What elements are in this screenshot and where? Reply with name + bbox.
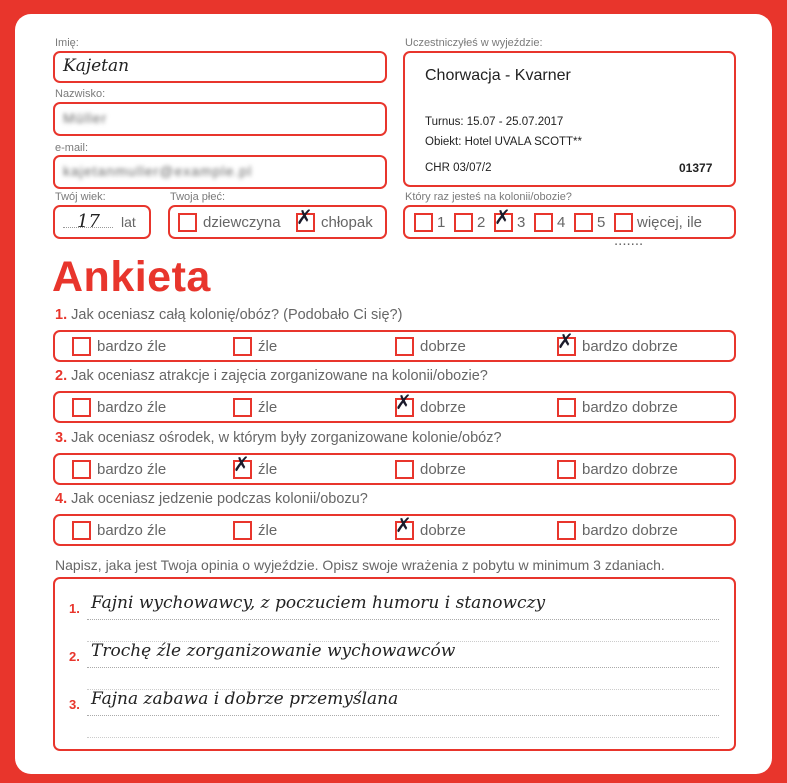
option-1[interactable]: [72, 337, 166, 356]
checkbox[interactable]: [395, 390, 414, 417]
plec-option-dziewczyna[interactable]: dziewczyna: [178, 213, 281, 232]
question-text: Jak oceniasz ośrodek, w którym były zorganizowane kolonie/obóz?: [71, 430, 502, 446]
checkbox[interactable]: [395, 460, 414, 479]
checkbox[interactable]: [614, 213, 633, 232]
question-number: 2.: [55, 368, 68, 384]
line-number: 2.: [69, 649, 80, 664]
line-text: Trochę źle zorganizowanie wychowawców: [91, 641, 456, 661]
times-option-more[interactable]: więcej, ile .......: [614, 214, 703, 250]
question-number: 1.: [55, 307, 68, 323]
option-label: źle: [258, 399, 278, 416]
option-4[interactable]: [557, 398, 678, 417]
dotted-line: [87, 667, 719, 668]
option-label: bardzo źle: [97, 522, 167, 539]
option-label: źle: [258, 461, 278, 478]
trip-number: 01377: [679, 161, 713, 175]
option-4[interactable]: [557, 521, 678, 540]
question-1-options: [53, 330, 736, 362]
survey-title: Ankieta: [52, 253, 211, 301]
check-mark: ✗: [296, 205, 313, 229]
question-2: [55, 368, 488, 384]
check-mark: ✗: [557, 329, 574, 353]
option-label: dobrze: [420, 399, 466, 416]
times-field: [403, 205, 736, 250]
trip-turnus: Turnus: 15.07 - 25.07.2017: [425, 116, 564, 128]
trip-destination: Chorwacja - Kvarner: [425, 67, 571, 84]
trip-obiekt: Obiekt: Hotel UVALA SCOTT**: [425, 136, 583, 148]
checkbox[interactable]: [557, 329, 576, 356]
plec-field: [168, 205, 387, 239]
option-label: dobrze: [420, 338, 466, 355]
checkbox[interactable]: [454, 213, 473, 232]
trip-box: [403, 51, 736, 187]
question-4: [55, 491, 368, 507]
question-number: 3.: [55, 430, 68, 446]
option-3[interactable]: [395, 337, 466, 356]
check-mark: ✗: [395, 390, 412, 414]
plec-option-chlopak[interactable]: ✗ chłopak: [296, 205, 373, 231]
question-4-options: [53, 514, 736, 546]
question-1: [55, 307, 402, 323]
option-label: bardzo dobrze: [582, 522, 678, 539]
times-option-2[interactable]: 2: [454, 213, 485, 232]
option-label: bardzo źle: [97, 399, 167, 416]
option-1[interactable]: [72, 460, 166, 479]
question-text: Jak oceniasz całą kolonię/obóz? (Podobało Ci się?): [71, 307, 403, 323]
opinion-box[interactable]: [53, 577, 736, 751]
option-3[interactable]: [395, 390, 466, 417]
imie-field[interactable]: [53, 51, 387, 83]
checkbox[interactable]: [534, 213, 553, 232]
dotted-line: [87, 737, 719, 738]
checkbox[interactable]: [178, 213, 197, 232]
opinion-line-1[interactable]: [69, 593, 719, 623]
dotted-line: [87, 619, 719, 620]
check-mark: ✗: [494, 205, 511, 229]
times-option-5[interactable]: 5: [574, 213, 605, 232]
wiek-label: Twój wiek:: [55, 191, 106, 203]
checkbox[interactable]: [72, 521, 91, 540]
option-4[interactable]: [557, 460, 678, 479]
option-3[interactable]: [395, 513, 466, 540]
option-label: dobrze: [420, 522, 466, 539]
email-label: e-mail:: [55, 142, 89, 154]
opinion-line-3[interactable]: [69, 689, 719, 719]
line-text: Fajna zabawa i dobrze przemyślana: [91, 689, 399, 709]
checkbox[interactable]: [233, 337, 252, 356]
option-label: bardzo dobrze: [582, 338, 678, 355]
checkbox[interactable]: [72, 398, 91, 417]
imie-value: Kajetan: [63, 56, 130, 76]
question-text: Jak oceniasz atrakcje i zajęcia zorganizowane na kolonii/obozie?: [71, 368, 488, 384]
times-option-4[interactable]: 4: [534, 213, 565, 232]
check-mark: ✗: [233, 452, 250, 476]
option-2[interactable]: [233, 337, 277, 356]
checkbox[interactable]: [414, 213, 433, 232]
opinion-line-2[interactable]: [69, 641, 719, 671]
plec-label: Twoja płeć:: [170, 191, 226, 203]
option-label: bardzo dobrze: [582, 399, 678, 416]
checkbox[interactable]: [233, 521, 252, 540]
question-text: Jak oceniasz jedzenie podczas kolonii/obozu?: [71, 491, 368, 507]
checkbox[interactable]: [494, 205, 513, 232]
option-3[interactable]: [395, 460, 466, 479]
wiek-value: 17: [77, 211, 100, 232]
checkbox[interactable]: [72, 337, 91, 356]
email-value: kajetanmuller@example.pl: [63, 163, 253, 179]
nazwisko-field[interactable]: [53, 102, 387, 136]
option-label: dobrze: [420, 461, 466, 478]
option-label: źle: [258, 522, 278, 539]
question-number: 4.: [55, 491, 68, 507]
checkbox[interactable]: [233, 452, 252, 479]
checkbox[interactable]: [557, 398, 576, 417]
checkbox[interactable]: [395, 337, 414, 356]
times-option-3[interactable]: ✗ 3: [494, 205, 526, 231]
option-label: bardzo dobrze: [582, 461, 678, 478]
times-label: Który raz jesteś na kolonii/obozie?: [405, 191, 572, 203]
checkbox[interactable]: [395, 513, 414, 540]
checkbox[interactable]: [296, 205, 315, 232]
option-label: źle: [258, 338, 278, 355]
wiek-unit: lat: [121, 214, 136, 230]
times-option-1[interactable]: 1: [414, 213, 445, 232]
imie-label: Imię:: [55, 37, 79, 49]
option-4[interactable]: [557, 329, 678, 356]
option-1[interactable]: [72, 398, 166, 417]
question-3-options: [53, 453, 736, 485]
question-2-options: [53, 391, 736, 423]
checkbox[interactable]: [557, 521, 576, 540]
nazwisko-label: Nazwisko:: [55, 88, 106, 100]
email-field[interactable]: [53, 155, 387, 189]
question-3: [55, 430, 502, 446]
option-2[interactable]: [233, 452, 278, 479]
option-1[interactable]: [72, 521, 166, 540]
opinion-prompt: Napisz, jaka jest Twoja opinia o wyjeździe. Opisz swoje wrażenia z pobytu w minimum 3 zdaniach.: [55, 557, 665, 573]
option-2[interactable]: [233, 398, 277, 417]
line-text: Fajni wychowawcy, z poczuciem humoru i stanowczy: [91, 593, 546, 613]
line-number: 1.: [69, 601, 80, 616]
line-number: 3.: [69, 697, 80, 712]
nazwisko-value: Müller: [63, 110, 108, 126]
wiek-field[interactable]: [53, 205, 151, 239]
trip-label: Uczestniczyłeś w wyjeździe:: [405, 37, 543, 49]
check-mark: ✗: [395, 513, 412, 537]
dotted-line: [87, 715, 719, 716]
option-label: bardzo źle: [97, 338, 167, 355]
checkbox[interactable]: [233, 398, 252, 417]
option-2[interactable]: [233, 521, 277, 540]
trip-code: CHR 03/07/2: [425, 162, 492, 174]
option-label: bardzo źle: [97, 461, 167, 478]
checkbox[interactable]: [557, 460, 576, 479]
checkbox[interactable]: [574, 213, 593, 232]
checkbox[interactable]: [72, 460, 91, 479]
